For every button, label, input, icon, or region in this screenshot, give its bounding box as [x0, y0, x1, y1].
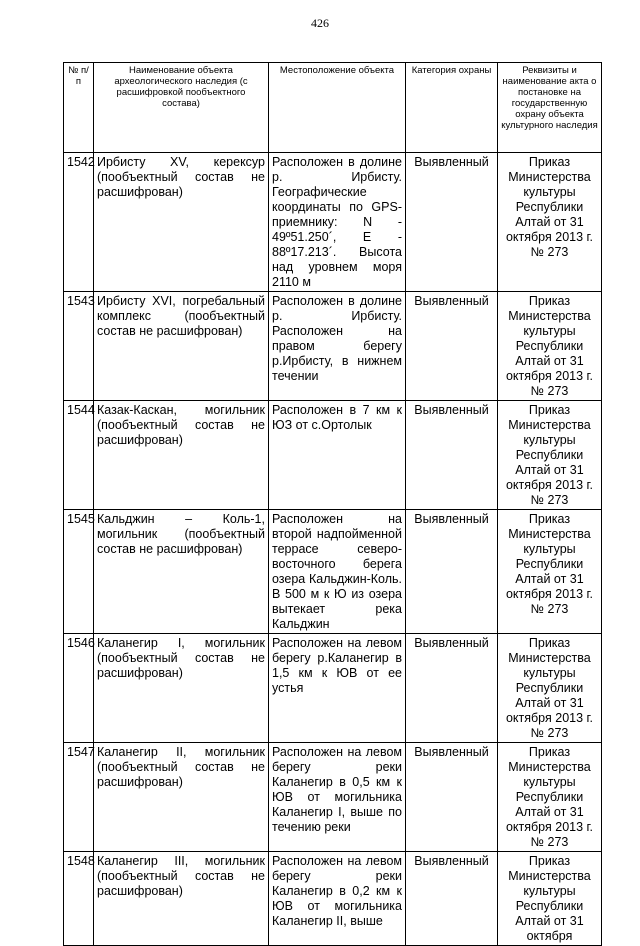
row-number: 1548 [64, 852, 94, 946]
row-number: 1545 [64, 510, 94, 634]
act-details: Приказ Министерства культуры Республики Алтай от 31 октября [498, 852, 602, 946]
header-number: № п/п [64, 63, 94, 153]
object-name: Казак-Каскан, могильник (пообъектный состав не расшифрован) [94, 401, 269, 510]
protection-category: Выявленный [406, 292, 498, 401]
row-number: 1547 [64, 743, 94, 852]
act-details: Приказ Министерства культуры Республики Алтай от 31 октября 2013 г. № 273 [498, 292, 602, 401]
table-row [64, 634, 602, 743]
table-row [64, 401, 602, 510]
protection-category: Выявленный [406, 153, 498, 292]
table-row [64, 292, 602, 401]
page-number: 426 [311, 16, 329, 30]
heritage-registry-table [63, 62, 602, 946]
row-number: 1544 [64, 401, 94, 510]
table-row [64, 510, 602, 634]
header-object-name: Наименование объекта археологического наследия (с расшифровкой пообъектного состава) [94, 63, 269, 153]
act-details: Приказ Министерства культуры Республики Алтай от 31 октября 2013 г. № 273 [498, 153, 602, 292]
header-act-details: Реквизиты и наименование акта о постановке на государственную охрану объекта культурного наследия [498, 63, 602, 153]
object-location: Расположен на левом берегу р.Каланегир в 1,5 км к ЮВ от ее устья [269, 634, 406, 743]
table-header-row [64, 63, 602, 153]
object-location: Расположен на левом берегу реки Каланегир в 0,2 км к ЮВ от могильника Каланегир II, выше [269, 852, 406, 946]
row-number: 1542 [64, 153, 94, 292]
object-name: Кальджин – Коль-1, могильник (пообъектный состав не расшифрован) [94, 510, 269, 634]
act-details: Приказ Министерства культуры Республики Алтай от 31 октября 2013 г. № 273 [498, 510, 602, 634]
table-row [64, 852, 602, 946]
row-number: 1543 [64, 292, 94, 401]
object-location: Расположен в долине р. Ирбисту. Расположен на правом берегу р.Ирбисту, в нижнем течении [269, 292, 406, 401]
object-name: Ирбисту XVI, погребальный комплекс (пообъектный состав не расшифрован) [94, 292, 269, 401]
protection-category: Выявленный [406, 401, 498, 510]
protection-category: Выявленный [406, 510, 498, 634]
object-location: Расположен в долине р. Ирбисту. Географические координаты по GPS-приемнику: N - 49º51.250´, E - 88º17.213´. Высота над уровнем моря 2110 м [269, 153, 406, 292]
act-details: Приказ Министерства культуры Республики Алтай от 31 октября 2013 г. № 273 [498, 743, 602, 852]
object-name: Каланегир II, могильник (пообъектный состав не расшифрован) [94, 743, 269, 852]
protection-category: Выявленный [406, 743, 498, 852]
table-body [64, 153, 602, 946]
header-protection-category: Категория охраны [406, 63, 498, 153]
protection-category: Выявленный [406, 634, 498, 743]
header-location: Местоположение объекта [269, 63, 406, 153]
object-name: Ирбисту XV, керексур (пообъектный состав не расшифрован) [94, 153, 269, 292]
object-name: Каланегир III, могильник (пообъектный состав не расшифрован) [94, 852, 269, 946]
act-details: Приказ Министерства культуры Республики Алтай от 31 октября 2013 г. № 273 [498, 634, 602, 743]
object-location: Расположен на левом берегу реки Каланегир в 0,5 км к ЮВ от могильника Каланегир I, выше по течению реки [269, 743, 406, 852]
act-details: Приказ Министерства культуры Республики Алтай от 31 октября 2013 г. № 273 [498, 401, 602, 510]
table-row [64, 153, 602, 292]
object-location: Расположен на второй надпойменной террасе северо-восточного берега озера Кальджин-Коль. В 500 м к Ю из озера вытекает река Кальджин [269, 510, 406, 634]
row-number: 1546 [64, 634, 94, 743]
table-row [64, 743, 602, 852]
object-name: Каланегир I, могильник (пообъектный состав не расшифрован) [94, 634, 269, 743]
object-location: Расположен в 7 км к ЮЗ от с.Ортолык [269, 401, 406, 510]
protection-category: Выявленный [406, 852, 498, 946]
